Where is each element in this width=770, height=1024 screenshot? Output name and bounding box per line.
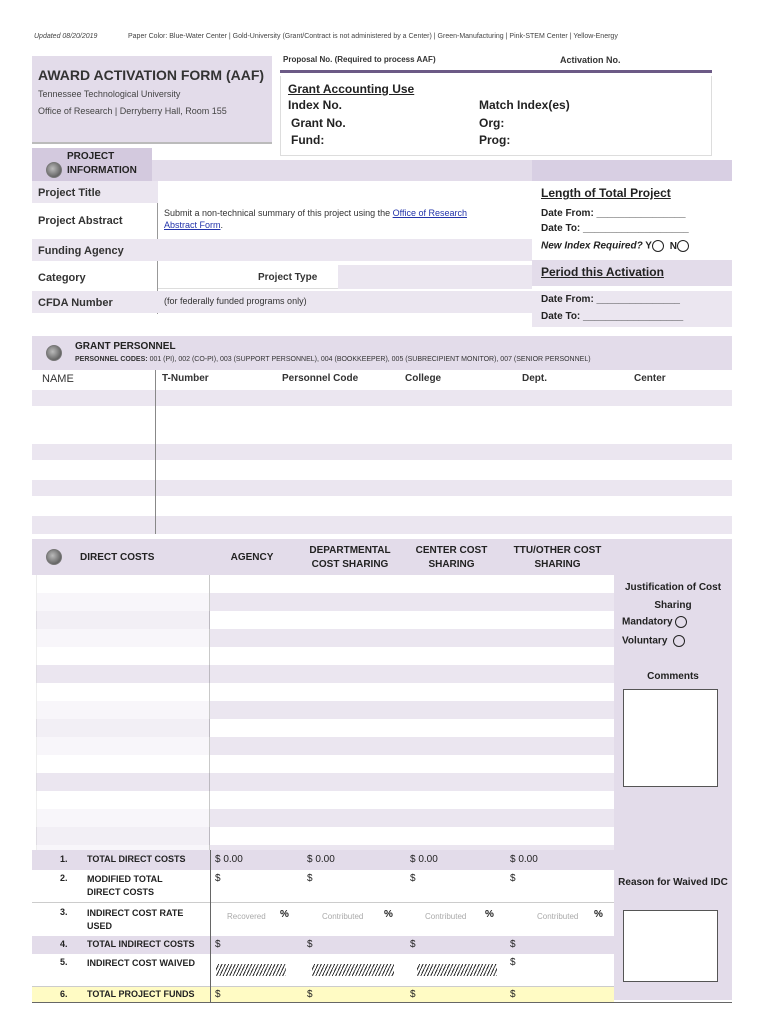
col-departmental: DEPARTMENTAL COST SHARING [309, 545, 391, 570]
project-abstract-field: Submit a non-technical summary of this project using the Office of Research Abstract Form. [164, 208, 467, 230]
table-row: 5. INDIRECT COST WAIVED $ [32, 954, 614, 986]
mandatory-radio[interactable] [675, 616, 687, 628]
project-abstract-label: Project Abstract [38, 215, 123, 227]
updated-date: Updated 08/20/2019 [34, 33, 98, 40]
justification-heading: Justification of Cost Sharing [624, 582, 722, 611]
grant-personnel-heading: GRANT PERSONNEL [75, 341, 176, 352]
project-info-header: PROJECT INFORMATION [32, 148, 152, 181]
total-direct-center[interactable]: $ 0.00 [410, 854, 438, 865]
org-label: Org: [479, 116, 505, 130]
mandatory-row: Mandatory [622, 616, 687, 628]
comments-textarea[interactable] [623, 689, 718, 787]
mtdc-ttu[interactable]: $ [510, 873, 516, 884]
voluntary-radio[interactable] [673, 635, 685, 647]
period-activation-heading: Period this Activation [541, 265, 664, 279]
funding-agency-label: Funding Agency [32, 239, 158, 261]
justification-panel [614, 575, 732, 1000]
table-row: 1. TOTAL DIRECT COSTS $ 0.00 $ 0.00 $ 0.00 $ 0.00 [32, 850, 614, 870]
funds-ttu[interactable]: $ [510, 989, 516, 1000]
office-address: Office of Research | Derryberry Hall, Room 155 [38, 106, 227, 116]
index-no-label: Index No. [288, 98, 343, 112]
tic-center[interactable]: $ [410, 939, 416, 950]
project-type-label: Project Type [258, 272, 318, 283]
waived-center-hatch [417, 964, 497, 976]
date-from-field[interactable]: Date From: ________________ [541, 208, 686, 219]
personnel-header-row: NAME T-Number Personnel Code College Dept. Center [42, 373, 666, 385]
direct-costs-header [32, 539, 732, 575]
funds-agency[interactable]: $ [215, 989, 221, 1000]
project-title-field[interactable] [158, 181, 532, 203]
mtdc-dept[interactable]: $ [307, 873, 313, 884]
project-type-field[interactable] [338, 265, 532, 289]
waived-agency-hatch [216, 964, 286, 976]
proposal-divider [280, 70, 712, 73]
col-ttu-other: TTU/OTHER COST SHARING [513, 545, 602, 570]
category-label: Category [38, 272, 86, 284]
tic-dept[interactable]: $ [307, 939, 313, 950]
totals-table [32, 850, 614, 1002]
title-box [32, 56, 272, 144]
new-index-no-radio[interactable] [677, 240, 689, 252]
new-index-row: New Index Required? Y N [541, 240, 689, 252]
project-title-label: Project Title [32, 181, 158, 203]
waived-ttu[interactable]: $ [510, 957, 516, 968]
project-dates-panel [532, 181, 732, 322]
new-index-yes-radio[interactable] [652, 240, 664, 252]
total-direct-dept[interactable]: $ 0.00 [307, 854, 335, 865]
rate-ttu[interactable]: Contributed [537, 912, 579, 921]
prog-label: Prog: [479, 133, 511, 147]
mtdc-center[interactable]: $ [410, 873, 416, 884]
table-row[interactable] [32, 480, 732, 496]
period-date-to-field[interactable]: Date To: __________________ [541, 311, 684, 322]
office-of-research-link[interactable]: Office of Research [392, 208, 467, 218]
grant-accounting-heading: Grant Accounting Use [288, 82, 415, 96]
university-name: Tennessee Technological University [38, 89, 181, 99]
project-info-labels [32, 181, 158, 314]
table-row[interactable] [32, 390, 732, 406]
table-row: 4. TOTAL INDIRECT COSTS $ $ $ $ [32, 936, 614, 954]
tic-ttu[interactable]: $ [510, 939, 516, 950]
length-total-project-heading: Length of Total Project [541, 186, 671, 200]
match-index-label: Match Index(es) [479, 98, 570, 112]
total-direct-ttu[interactable]: $ 0.00 [510, 854, 538, 865]
funding-agency-field[interactable] [158, 239, 532, 261]
rate-dept[interactable]: Contributed [322, 912, 364, 921]
table-row: 2. MODIFIED TOTAL DIRECT COSTS $ $ $ $ [60, 873, 516, 897]
total-direct-agency[interactable]: $ 0.00 [215, 854, 243, 865]
grant-accounting-box [280, 76, 712, 156]
bullet-icon [46, 345, 62, 361]
personnel-codes: PERSONNEL CODES: 001 (PI), 002 (CO-PI), 003 (SUPPORT PERSONNEL), 004 (BOOKKEEPER), 005 (SUBRECIPIENT MONITOR), 007 (SENIOR PERSONNEL) [75, 356, 591, 363]
abstract-form-link[interactable]: Abstract Form [164, 220, 221, 230]
table-row[interactable] [32, 516, 732, 534]
rate-recovered[interactable]: Recovered [227, 912, 266, 921]
table-row: 3. INDIRECT COST RATE USED Recovered % Contributed % Contributed % Contributed % [32, 902, 614, 936]
funds-dept[interactable]: $ [307, 989, 313, 1000]
mtdc-agency[interactable]: $ [215, 873, 221, 884]
fund-label: Fund: [291, 133, 325, 147]
bullet-icon [46, 162, 62, 178]
col-agency: AGENCY [230, 552, 274, 563]
grant-personnel-header [32, 336, 732, 370]
proposal-no-label: Proposal No. (Required to process AAF) [283, 55, 436, 64]
bullet-icon [46, 549, 62, 565]
paper-color-note: Paper Color: Blue-Water Center | Gold-University (Grant/Contract is not administered by a Center) | Green-Manufacturing | Pink-STEM Center | Yellow-Energy [128, 33, 618, 40]
project-info-fields [158, 181, 532, 314]
col-center: CENTER COST SHARING [415, 545, 488, 570]
direct-costs-grid [32, 575, 614, 850]
voluntary-row: Voluntary [622, 635, 685, 647]
date-to-field[interactable]: Date To: ___________________ [541, 223, 689, 234]
rate-center[interactable]: Contributed [425, 912, 467, 921]
period-date-from-field[interactable]: Date From: _______________ [541, 294, 680, 305]
tic-agency[interactable]: $ [215, 939, 221, 950]
form-title: AWARD ACTIVATION FORM (AAF) [38, 67, 265, 83]
direct-costs-heading: DIRECT COSTS [80, 552, 155, 563]
comments-label: Comments [647, 671, 699, 682]
cfda-note: (for federally funded programs only) [164, 296, 307, 306]
reason-waived-textarea[interactable] [623, 910, 718, 982]
personnel-table [32, 370, 732, 536]
reason-waived-label: Reason for Waived IDC [618, 877, 728, 888]
activation-no-label: Activation No. [560, 55, 621, 65]
funds-center[interactable]: $ [410, 989, 416, 1000]
cfda-number-label: CFDA Number [32, 291, 158, 313]
table-row[interactable] [32, 444, 732, 460]
grant-no-label: Grant No. [291, 116, 346, 130]
table-row: 6. TOTAL PROJECT FUNDS $ $ $ $ [32, 986, 614, 1002]
waived-dept-hatch [312, 964, 394, 976]
